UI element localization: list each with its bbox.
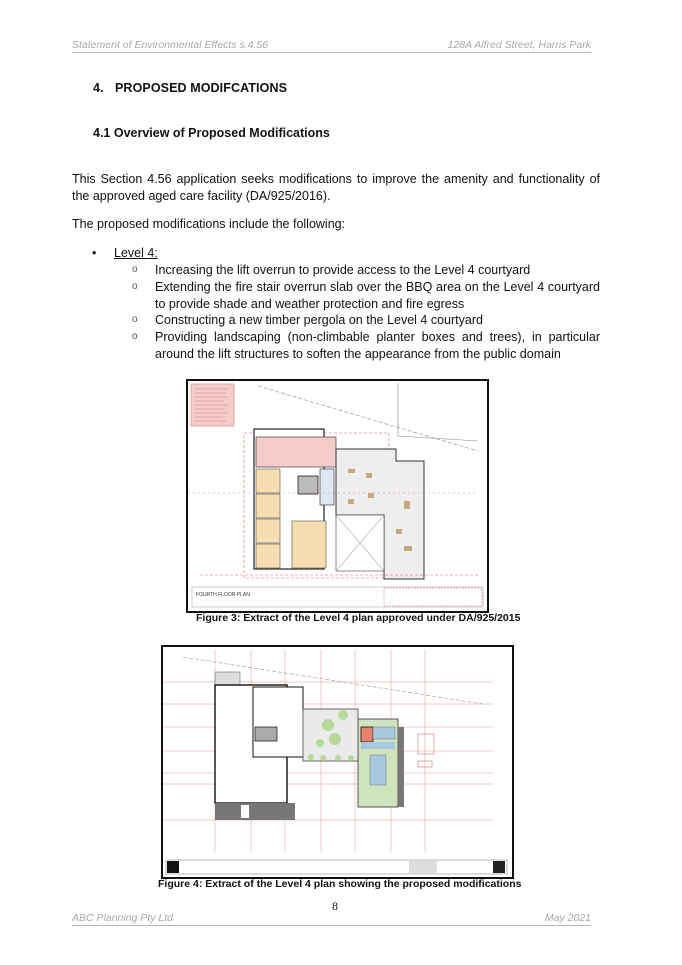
neighbour-boundary [398, 383, 478, 441]
sub-bullet-icon: o [132, 264, 138, 275]
annotation-tags [418, 734, 434, 767]
list-intro-paragraph: The proposed modifications include the following: [72, 217, 346, 231]
courtyard-paving [303, 709, 358, 761]
bullet-icon: • [92, 246, 97, 260]
sub-bullet-icon: o [132, 314, 138, 325]
pool-area-top [373, 727, 395, 739]
figure-proposed-level-4-plan [161, 645, 514, 879]
pool-area-mid [361, 742, 395, 749]
lift-core [298, 476, 318, 494]
page-header [72, 39, 591, 53]
common-room-highlight [256, 437, 336, 467]
balcony-top [215, 672, 240, 686]
figure-3-caption: Figure 3: Extract of the Level 4 plan approved under DA/925/2015 [196, 612, 521, 624]
sub-bullet-icon: o [132, 281, 138, 292]
section-title: PROPOSED MODIFCATIONS [115, 81, 288, 95]
title-block [166, 860, 507, 874]
sub-list-item [132, 312, 600, 329]
stair-core [320, 469, 334, 505]
list-item-label: Level 4: [114, 246, 158, 260]
sub-list-item-text: Providing landscaping (non-climbable planter boxes and trees), in particular around the lift structures to soften the appearance from the public domain [155, 330, 600, 361]
bottom-balcony [215, 803, 295, 820]
page-number: 8 [332, 899, 338, 913]
section-number: 4. [93, 81, 104, 95]
approved-floor-plan-drawing [188, 381, 487, 611]
sub-list-item [132, 329, 600, 362]
header-site-address: 128A Alfred Street, Harris Park [447, 39, 591, 51]
intro-paragraph: This Section 4.56 application seeks modifications to improve the amenity and functionality of the approved aged care facility (DA/925/2016). [72, 172, 600, 203]
lift-core [255, 727, 277, 741]
figure-4-caption: Figure 4: Extract of the Level 4 plan showing the proposed modifications [158, 878, 522, 890]
drawing-title: FOURTH FLOOR PLAN [196, 592, 250, 598]
footer-date: May 2021 [544, 912, 591, 924]
sub-list-item [132, 262, 600, 279]
proposed-floor-plan-drawing [163, 647, 512, 877]
lift-overrun [361, 727, 373, 742]
common-room [253, 687, 303, 757]
footer-company: ABC Planning Pty Ltd [72, 912, 173, 924]
subsection-heading: 4.1 Overview of Proposed Modifications [93, 126, 330, 140]
sub-list-item-text: Extending the fire stair overrun slab over the BBQ area on the Level 4 courtyard to provide shade and weather protection and fire egress [155, 280, 600, 311]
planter-edge [398, 727, 404, 807]
header-document-title: Statement of Environmental Effects s.4.56 [72, 39, 269, 51]
sub-list-item-text: Increasing the lift overrun to provide access to the Level 4 courtyard [155, 263, 531, 277]
page-footer [72, 912, 591, 926]
sub-list-item-text: Constructing a new timber pergola on the Level 4 courtyard [155, 313, 483, 327]
pool [370, 755, 386, 785]
section-heading [93, 81, 287, 95]
sub-bullet-icon: o [132, 331, 138, 342]
sub-list-item [132, 279, 600, 312]
figure-approved-level-4-plan [186, 379, 489, 613]
